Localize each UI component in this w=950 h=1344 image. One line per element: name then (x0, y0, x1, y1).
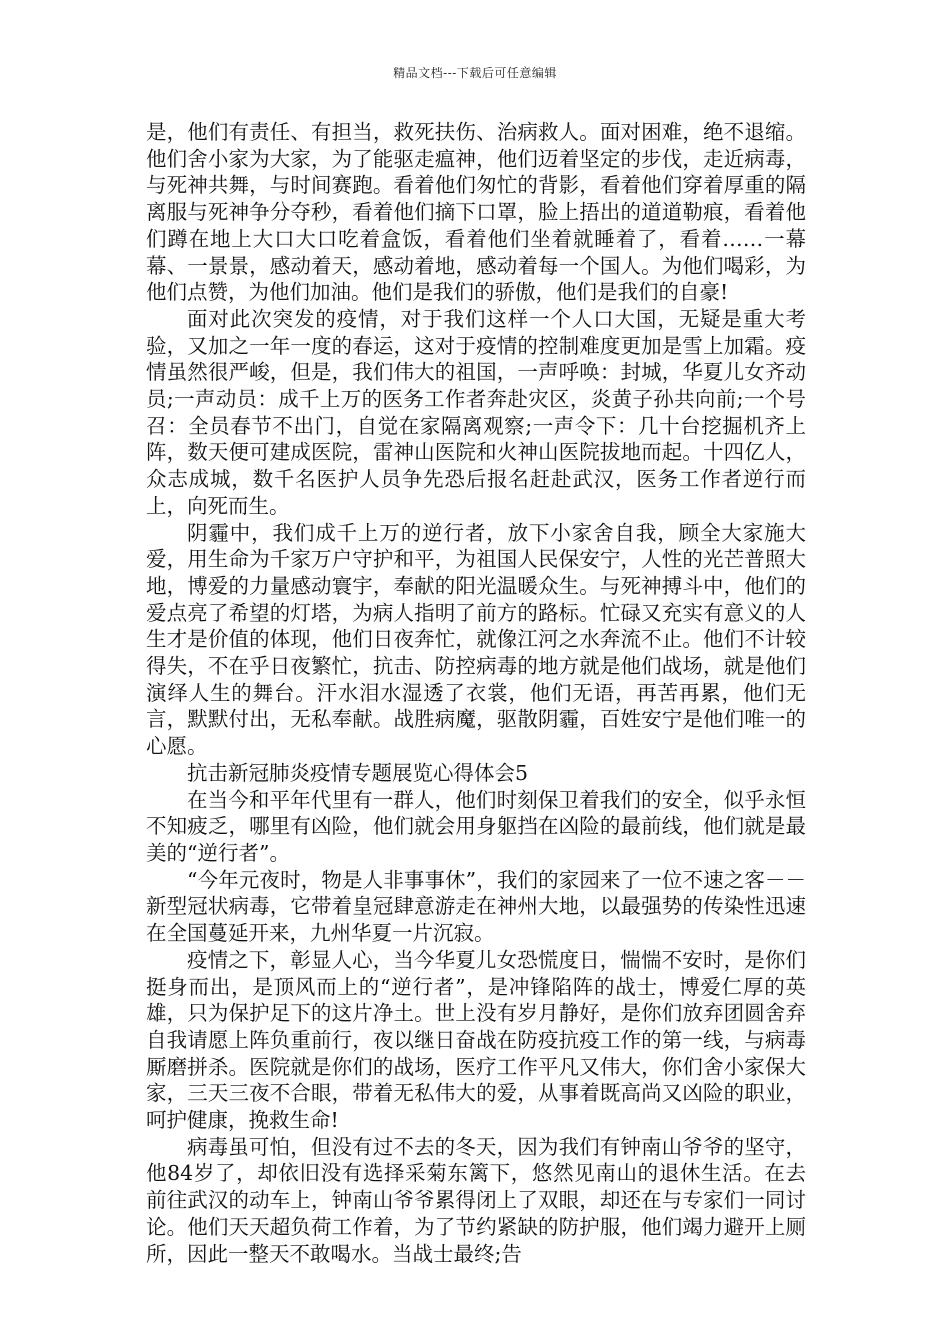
paragraph: 在当今和平年代里有一群人，他们时刻保卫着我们的安全，似乎永恒不知疲乏，哪里有凶险，他们就会用身躯挡在凶险的最前线，他们就是最美的“逆行者”。 (146, 787, 806, 865)
page-header: 精品文档---下载后可任意编辑 (393, 66, 557, 80)
section-heading: 抗击新冠肺炎疫情专题展览心得体会5 (187, 760, 529, 785)
paragraph: 病毒虽可怕，但没有过不去的冬天，因为我们有钟南山爷爷的坚守，他84岁了，却依旧没有选择采菊东篱下，悠然见南山的退休生活。在去前往武汉的动车上，钟南山爷爷累得闭上了双眼，却还在与专家们一同讨论。他们天天超负荷工作着，为了节约紧缺的防护服，他们竭力避开上厕所，因此一整天不敢喝水。当战士最终;告 (146, 1134, 806, 1266)
paragraph: 面对此次突发的疫情，对于我们这样一个人口大国，无疑是重大考验，又加之一年一度的春运，这对于疫情的控制难度更加是雪上加霜。疫情虽然很严峻，但是，我们伟大的祖国，一声呼唤：封城，华夏儿女齐动员;一声动员：成千上万的医务工作者奔赴灾区，炎黄子孙共向前;一个号召：全员春节不出门，自觉在家隔离观察;一声令下：几十台挖掘机齐上阵，数天便可建成医院，雷神山医院和火神山医院拔地而起。十四亿人，众志成城，数千名医护人员争先恐后报名赶赴武汉，医务工作者逆行而上，向死而生。 (146, 306, 806, 518)
paragraph: “今年元夜时，物是人非事事休”，我们的家园来了一位不速之客－－新型冠状病毒，它带着皇冠肆意游走在神州大地，以最强势的传染性迅速在全国蔓延开来，九州华夏一片沉寂。 (146, 867, 806, 946)
document-body (146, 119, 806, 1267)
paragraph: 阴霾中，我们成千上万的逆行者，放下小家舍自我，顾全大家施大爱，用生命为千家万户守护和平，为祖国人民保安宁，人性的光芒普照大地，博爱的力量感动寰宇，奉献的阳光温暖众生。与死神搏斗中，他们的爱点亮了希望的灯塔，为病人指明了前方的路标。忙碌又充实有意义的人生才是价值的体现，他们日夜奔忙，就像江河之水奔流不止。他们不计较得失，不在乎日夜繁忙，抗击、防控病毒的地方就是他们战场，就是他们演绎人生的舞台。汗水泪水湿透了衣裳，他们无语，再苦再累，他们无言，默默付出，无私奉献。战胜病魔，驱散阴霾，百姓安宁是他们唯一的心愿。 (146, 520, 806, 759)
paragraph: 是，他们有责任、有担当，救死扶伤、治病救人。面对困难，绝不退缩。他们舍小家为大家，为了能驱走瘟神，他们迈着坚定的步伐，走近病毒，与死神共舞，与时间赛跑。看着他们匆忙的背影，看着他们穿着厚重的隔离服与死神争分夺秒，看着他们摘下口罩，脸上捂出的道道勒痕，看着他们蹲在地上大口大口吃着盒饭，看着他们坐着就睡着了，看着……一幕幕、一景景，感动着天，感动着地，感动着每一个国人。为他们喝彩，为他们点赞，为他们加油。他们是我们的骄傲，他们是我们的自豪! (146, 120, 806, 305)
paragraph: 疫情之下，彰显人心，当今华夏儿女恐慌度日，惴惴不安时，是你们挺身而出，是顶风而上的“逆行者”，是冲锋陷阵的战士，博爱仁厚的英雄，只为保护足下的这片净土。世上没有岁月静好，是你们放弃团圆舍弃自我请愿上阵负重前行，夜以继日奋战在防疫抗疫工作的第一线，与病毒厮磨拼杀。医院就是你们的战场，医疗工作平凡又伟大，你们舍小家保大家，三天三夜不合眼，带着无私伟大的爱，从事着既高尚又凶险的职业，呵护健康，挽救生命! (146, 947, 806, 1133)
